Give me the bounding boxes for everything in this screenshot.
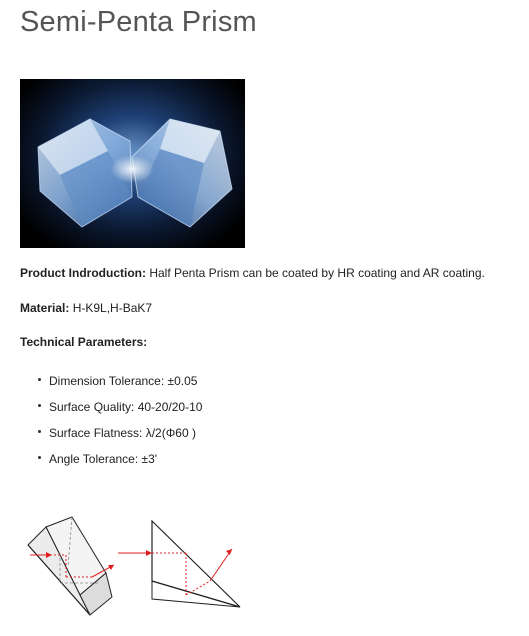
intro-label: Product Indroduction: — [20, 266, 146, 280]
bullet-icon — [38, 378, 41, 381]
bullet-icon — [38, 456, 41, 459]
page-title: Semi-Penta Prism — [20, 6, 257, 38]
intro-paragraph — [20, 266, 485, 280]
prism-beam-diagram — [20, 515, 250, 623]
technical-parameters-list — [38, 368, 202, 472]
list-item: Surface Quality: 40-20/20-10 — [38, 394, 202, 420]
prism-diagram — [20, 515, 250, 628]
prism-photo-illustration — [20, 79, 245, 248]
list-item: Surface Flatness: λ/2(Φ60 ) — [38, 420, 202, 446]
material-text: H-K9L,H-BaK7 — [69, 301, 153, 315]
intro-text: Half Penta Prism can be coated by HR coating and AR coating. — [145, 266, 485, 280]
bullet-icon — [38, 404, 41, 407]
material-paragraph — [20, 301, 152, 315]
list-item: Angle Tolerance: ±3' — [38, 446, 202, 472]
material-label: Material: — [20, 301, 70, 315]
technical-heading: Technical Parameters: — [20, 335, 148, 349]
bullet-icon — [38, 430, 41, 433]
product-photo — [20, 79, 245, 248]
list-item: Dimension Tolerance: ±0.05 — [38, 368, 202, 394]
